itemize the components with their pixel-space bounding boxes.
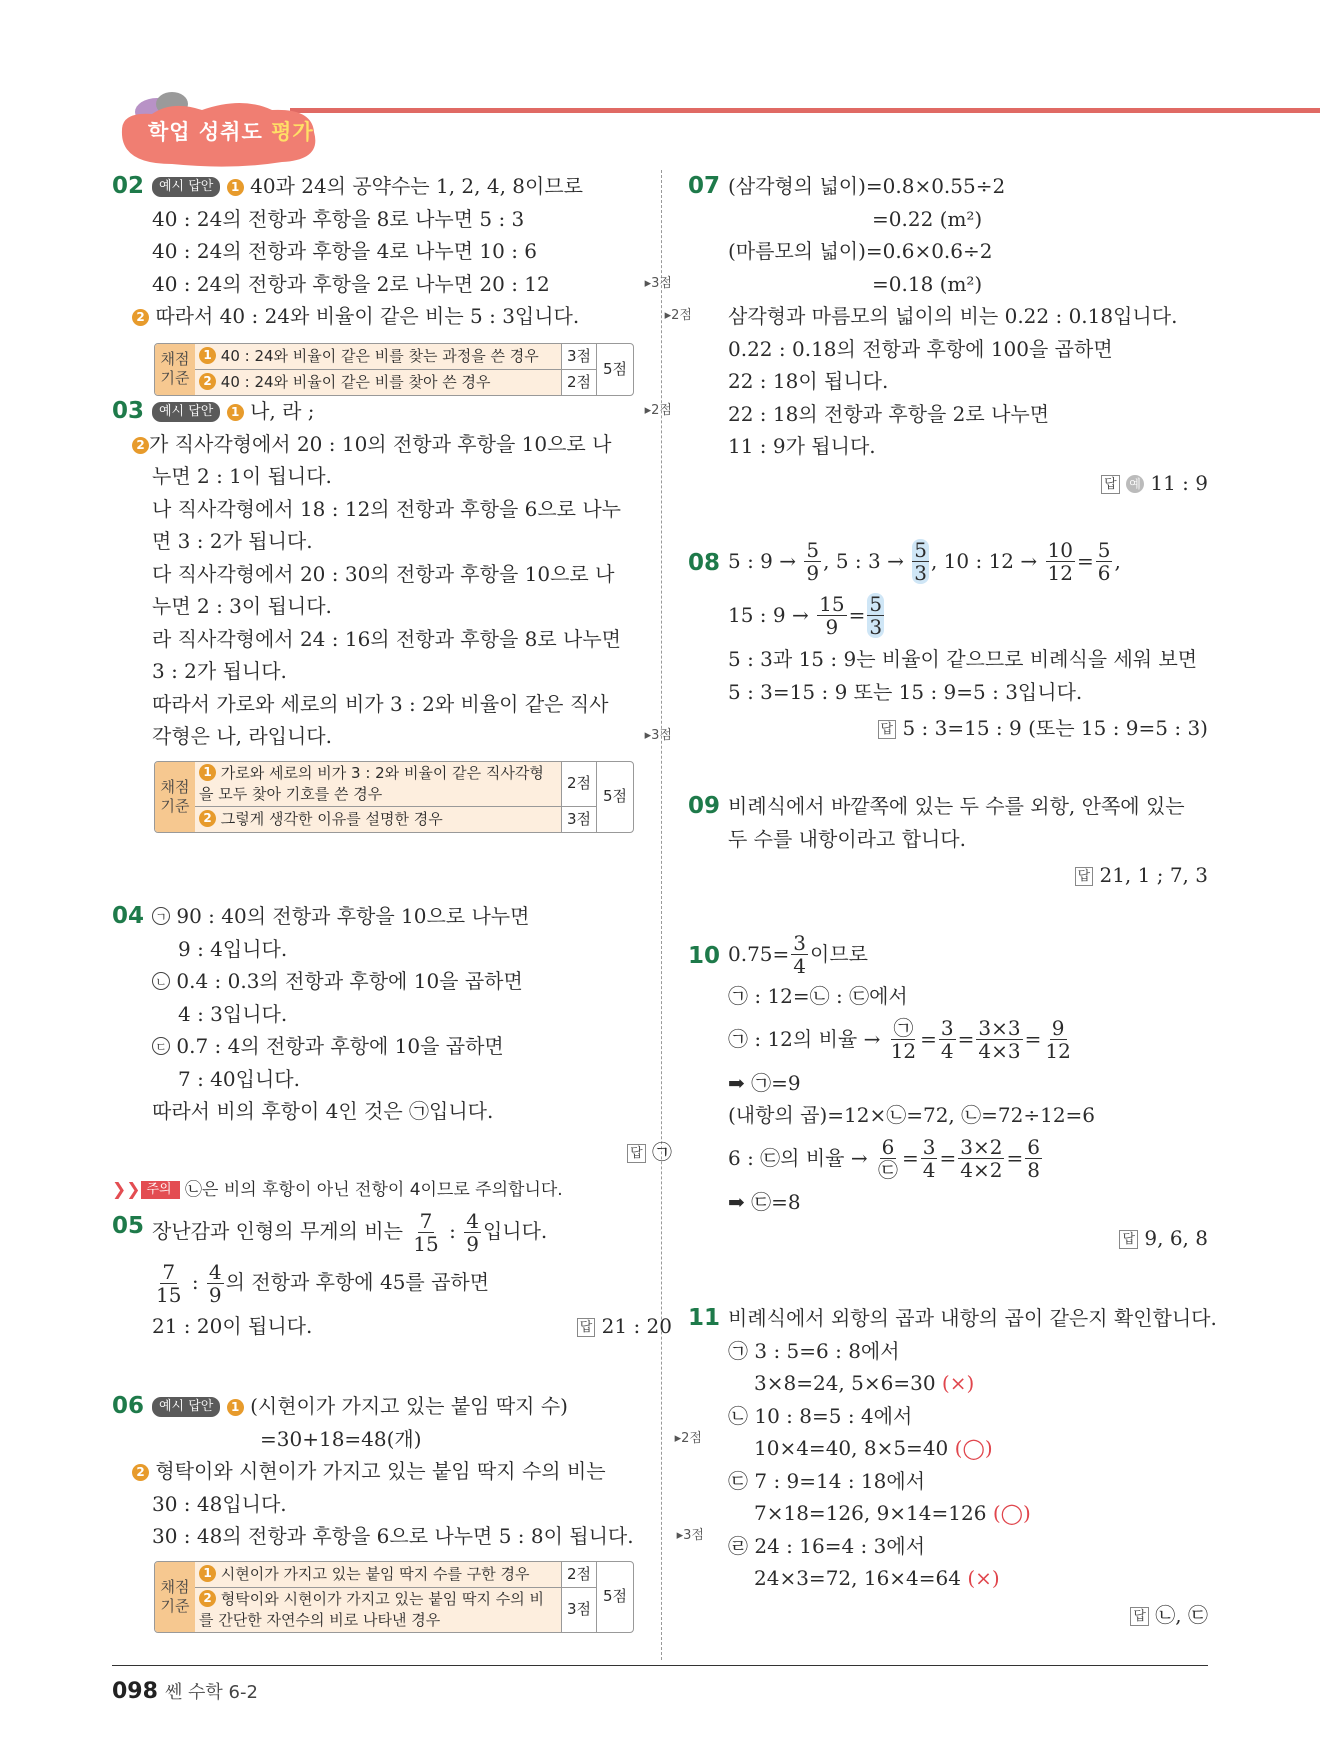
scoring-label: 채점 기준: [155, 1562, 195, 1632]
answer-value: 9, 6, 8: [1144, 1226, 1208, 1250]
criteria-points: 2점: [561, 370, 596, 395]
text-line: 따라서 가로와 세로의 비가 3 : 2와 비율이 같은 직사: [152, 691, 609, 716]
problem-number: 07: [688, 173, 721, 199]
problem-02: [112, 170, 692, 396]
text-line: 40 : 24의 전항과 후항을 2로 나누면 20 : 12: [152, 271, 550, 296]
text-line: 11 : 9가 됩니다.: [728, 434, 876, 458]
criteria-points: 3점: [561, 1588, 596, 1632]
criteria-text: 가로와 세로의 비가 3 : 2와 비율이 같은 직사각형을 모두 찾아 기호를 쓴 경우: [199, 763, 544, 803]
text-line: 장난감과 인형의 무게의 비는: [152, 1219, 403, 1243]
text-line: 9 : 4입니다.: [178, 936, 288, 961]
problem-number: 04: [112, 903, 145, 929]
points: ▸3점: [644, 275, 672, 291]
answer-value: 21, 1 ; 7, 3: [1099, 863, 1208, 887]
badge-main: 학업 성취도: [148, 120, 263, 144]
step-1-icon: 1: [227, 179, 244, 196]
example-answer-tag: 예시 답안: [152, 1397, 220, 1417]
caution-note: ❯❯ 주의 ㉡은 비의 후항이 아닌 전항이 4이므로 주의합니다.: [112, 1180, 563, 1200]
answer-value: ㉠: [652, 1139, 672, 1164]
text-line: ㉠ : 12=㉡ : ㉢에서: [728, 984, 908, 1008]
problem-04: 04 ㄱ 90 : 40의 전항과 후항을 10으로 나누면 9 : 4입니다. ㄴ 0.4 : 0.3의 전항과 후항에 10을 곱하면 4 : 3입니다. ㄷ 0.7 : 4의 전항과 후항에 10을 곱하면 7 : 40입니다. 따라서 비의 후항이 4인 것은 ㉠입니다. 답 ㉠ ❯❯ 주의 ㉡은 비의 후항이 아닌 전항이 4이므로 주의합니다.: [112, 900, 672, 1207]
text-line: 형탁이와 시현이가 가지고 있는 붙임 딱지 수의 비는: [155, 1459, 606, 1483]
text-line: 각형은 나, 라입니다.: [152, 724, 332, 748]
caution-text: ㉡은 비의 후항이 아닌 전항이 4이므로 주의합니다.: [185, 1180, 563, 1200]
scoring-label: 채점 기준: [155, 762, 195, 832]
example-answer-tag: 예시 답안: [152, 402, 220, 422]
text-line: 3 : 2가 됩니다.: [152, 659, 287, 683]
problem-number: 08: [688, 550, 721, 576]
text-line: 30 : 48입니다.: [152, 1491, 287, 1516]
problem-number: 11: [688, 1305, 721, 1331]
points: ▸2점: [674, 1430, 702, 1446]
text-line: 가 직사각형에서 20 : 10의 전항과 후항을 10으로 나: [149, 431, 612, 456]
answer-label: 답: [1101, 475, 1120, 494]
answer-label: 답: [1119, 1230, 1138, 1249]
scoring-label: 채점 기준: [155, 344, 195, 395]
answer-label: 답: [627, 1144, 646, 1163]
text-line: ㉡ 10 : 8=5 : 4에서: [728, 1403, 913, 1428]
text-line: 의 전항과 후항에 45를 곱하면: [225, 1270, 490, 1294]
answer-value: 11 : 9: [1150, 470, 1208, 495]
step-2-icon: 2: [132, 1464, 149, 1481]
problem-number: 09: [688, 793, 721, 819]
criteria-text: 시현이가 가지고 있는 붙임 딱지 수를 구한 경우: [220, 1564, 530, 1583]
text-line: =0.22 (m²): [872, 206, 983, 231]
text-line: ㉠ 3 : 5=6 : 8에서: [728, 1338, 900, 1363]
section-badge: [112, 90, 327, 172]
criteria-text: 형탁이와 시현이가 가지고 있는 붙임 딱지 수의 비를 간단한 자연수의 비로 나타낸 경우: [199, 1589, 544, 1629]
text-line: (내항의 곱)=12×㉡=72, ㉡=72÷12=6: [728, 1103, 1096, 1127]
text-line: (마름모의 넓이)=0.6×0.6÷2: [728, 239, 993, 263]
wrong-mark: (×): [967, 1566, 1000, 1590]
problem-11: [688, 1302, 1217, 1631]
problem-07: [688, 170, 1208, 499]
wrong-mark: (×): [941, 1371, 975, 1395]
text-line: 비례식에서 바깥쪽에 있는 두 수를 외항, 안쪽에 있는: [728, 794, 1185, 818]
criteria-text: 그렇게 생각한 이유를 설명한 경우: [220, 809, 443, 828]
example-answer-tag: 예시 답안: [152, 177, 220, 197]
criteria-points: 2점: [561, 762, 596, 806]
arrow-icon: ➡: [728, 1070, 745, 1095]
problem-10: 10 0.75= $\frac{3}{4}$ 이므로 ㉠ : 12=㉡ : ㉢에서 ㉠ : 12의 비율 → $\frac{㉠}{12}$ = $\frac{3}{4}$ = $\frac{3\times 3}{4\times 3}$ = $\frac{9}{12}$ ➡ ㉠=9 (내항의 곱)=12×㉡=72, ㉡=72÷12=6 6 : ㉢의 비율 → $\frac{6}{㉢}$ = $\frac{3}{4}$ = $\frac{3\times 2}{4\times 2}$ = $\frac{6}{8}$ ➡ ㉢=8 답 9, 6, 8: [688, 930, 1208, 1250]
text-line: 비례식에서 외항의 곱과 내항의 곱이 같은지 확인합니다.: [728, 1306, 1217, 1330]
footer: [112, 1678, 258, 1704]
criteria-total: 5점: [602, 359, 628, 378]
page-number: 098: [112, 1679, 158, 1704]
problem-09: [688, 790, 1208, 892]
text-line: 면 3 : 2가 됩니다.: [152, 529, 313, 553]
points: ▸3점: [644, 728, 672, 743]
problem-number: 06: [112, 1393, 145, 1419]
scoring-table: 채점 기준 1 시현이가 가지고 있는 붙임 딱지 수를 구한 경우 2점 2 형탁이와 시현이가 가지고 있는 붙임 딱지 수의 비를 간단한 자연수의 비로 나타낸 경우 3점 5점: [154, 1561, 634, 1633]
text-line: 40 : 24의 전항과 후항을 4로 나누면 10 : 6: [152, 239, 538, 263]
text-line: 3×8=24, 5×6=30: [754, 1371, 936, 1395]
problem-05: 05 장난감과 인형의 무게의 비는 $\frac{7}{15}$ : $\frac{4}{9}$ 입니다. $\frac{7}{15}$ : $\frac{4}{9}$ 의 전항과 후항에 45를 곱하면 21 : 20이 됩니다. 답 21 : 20: [112, 1209, 672, 1338]
caution-tag: 주의: [141, 1181, 180, 1199]
answer-label: 답: [577, 1318, 596, 1337]
text-line: 나 직사각형에서 18 : 12의 전항과 후항을 6으로 나누: [152, 496, 621, 521]
criteria-text: 40 : 24와 비율이 같은 비를 찾는 과정을 쓴 경우: [220, 346, 539, 365]
problem-03: [112, 395, 672, 833]
text-line: 22 : 18의 전항과 후항을 2로 나누면: [728, 401, 1050, 426]
book-title: 쎈 수학 6-2: [164, 1682, 258, 1703]
points: ▸3점: [676, 1528, 704, 1543]
answer-value: 21 : 20: [601, 1314, 672, 1338]
criteria-points: 3점: [561, 344, 596, 369]
answer-value: ㉡, ㉢: [1155, 1602, 1208, 1627]
problem-number: 10: [688, 943, 721, 969]
text-line: 따라서 40 : 24와 비율이 같은 비는 5 : 3입니다.: [155, 304, 580, 328]
example-mark: 예: [1126, 475, 1144, 493]
text-line: 10×4=40, 8×5=40: [754, 1436, 949, 1460]
text-line: 7 : 40입니다.: [178, 1066, 300, 1091]
answer-label: 답: [878, 720, 897, 739]
criteria-points: 2점: [561, 1562, 596, 1587]
correct-mark: (◯): [992, 1501, 1031, 1525]
points: ▸2점: [644, 403, 672, 418]
footer-rule: [112, 1665, 1208, 1666]
text-line: (시현이가 가지고 있는 붙임 딱지 수): [250, 1394, 568, 1418]
header-rule: [290, 108, 1320, 113]
step-1-icon: 1: [227, 1399, 244, 1416]
text-line: 라 직사각형에서 24 : 16의 전항과 후항을 8로 나누면: [152, 626, 621, 651]
text-line: =0.18 (m²): [872, 271, 983, 296]
problem-06: [112, 1390, 704, 1633]
text-line: ㉣ 24 : 16=4 : 3에서: [728, 1533, 926, 1558]
badge-accent: 평가: [271, 120, 314, 144]
text-line: 7×18=126, 9×14=126: [754, 1501, 987, 1525]
criteria-total: 5점: [602, 787, 628, 805]
text-line: 누면 2 : 1이 됩니다.: [152, 464, 332, 488]
text-line: 22 : 18이 됩니다.: [728, 369, 889, 393]
answer-label: 답: [1130, 1607, 1149, 1626]
problem-08: 08 5 : 9 → $\frac{5}{9}$ , 5 : 3 → $\frac{5}{3}$ , 10 : 12 → $\frac{10}{12}$ = $\frac{5}{6}$ , 15 : 9 → $\frac{15}{9}$ = $\frac{5}{3}$ 5 : 3과 15 : 9는 비율이 같으므로 비례식을 세워 보면 5 : 3=15 : 9 또는 15 : 9=5 : 3입니다. 답 5 : 3=15 : 9 (또는 15 : 9=5 : 3): [688, 537, 1208, 740]
text-line: 90 : 40의 전항과 후항을 10으로 나누면: [176, 904, 530, 928]
criteria-points: 3점: [561, 807, 596, 832]
text-line: 5 : 3과 15 : 9는 비율이 같으므로 비례식을 세워 보면: [728, 647, 1198, 671]
text-line: 삼각형과 마름모의 넓이의 비는 0.22 : 0.18입니다.: [728, 304, 1178, 328]
text-line: 두 수를 내항이라고 합니다.: [728, 826, 966, 851]
step-2-icon: 2: [132, 437, 149, 454]
points: ▸2점: [664, 308, 692, 323]
text-line: 다 직사각형에서 20 : 30의 전항과 후항을 10으로 나: [152, 561, 615, 586]
text-line: 나, 라 ;: [250, 399, 315, 423]
text-line: 4 : 3입니다.: [178, 1001, 288, 1026]
correct-mark: (◯): [954, 1436, 993, 1460]
step-1-icon: 1: [227, 404, 244, 421]
text-line: 0.22 : 0.18의 전항과 후항에 100을 곱하면: [728, 336, 1113, 361]
text-line: 40 : 24의 전항과 후항을 8로 나누면 5 : 3: [152, 206, 525, 231]
text-line: 0.4 : 0.3의 전항과 후항에 10을 곱하면: [176, 969, 523, 993]
text-line: 24×3=72, 16×4=64: [754, 1566, 961, 1590]
answer-label: 답: [1075, 867, 1094, 886]
arrow-icon: ➡: [728, 1189, 745, 1214]
text-line: 30 : 48의 전항과 후항을 6으로 나누면 5 : 8이 됩니다.: [152, 1524, 634, 1548]
text-line: =30+18=48(개): [260, 1426, 422, 1451]
criteria-text: 40 : 24와 비율이 같은 비를 찾아 쓴 경우: [220, 372, 491, 391]
problem-number: 03: [112, 398, 145, 424]
text-line: ㉢=8: [751, 1189, 801, 1214]
text-line: 0.7 : 4의 전항과 후항에 10을 곱하면: [176, 1034, 504, 1058]
text-line: ㉢ 7 : 9=14 : 18에서: [728, 1468, 926, 1493]
text-line: 입니다.: [482, 1219, 548, 1243]
text-line: (삼각형의 넓이)=0.8×0.55÷2: [728, 174, 1006, 198]
scoring-table: 채점 기준 1 40 : 24와 비율이 같은 비를 찾는 과정을 쓴 경우 3점 2 40 : 24와 비율이 같은 비를 찾아 쓴 경우 2점 5점: [154, 343, 634, 396]
text-line: 40과 24의 공약수는 1, 2, 4, 8이므로: [250, 174, 583, 198]
text-line: 따라서 비의 후항이 4인 것은 ㉠입니다.: [152, 1099, 494, 1123]
text-line: 누면 2 : 3이 됩니다.: [152, 594, 332, 618]
answer-value: 5 : 3=15 : 9 (또는 15 : 9=5 : 3): [902, 716, 1208, 740]
text-line: ㉠=9: [751, 1070, 801, 1095]
scoring-table: 채점 기준 1 가로와 세로의 비가 3 : 2와 비율이 같은 직사각형을 모두 찾아 기호를 쓴 경우 2점 2 그렇게 생각한 이유를 설명한 경우 3점 5점: [154, 761, 634, 833]
text-line: 21 : 20이 됩니다.: [152, 1314, 313, 1338]
step-2-icon: 2: [132, 309, 149, 326]
problem-number: 05: [112, 1213, 145, 1239]
text-line: 5 : 3=15 : 9 또는 15 : 9=5 : 3입니다.: [728, 679, 1083, 704]
criteria-total: 5점: [602, 1587, 628, 1605]
problem-number: 02: [112, 173, 145, 199]
